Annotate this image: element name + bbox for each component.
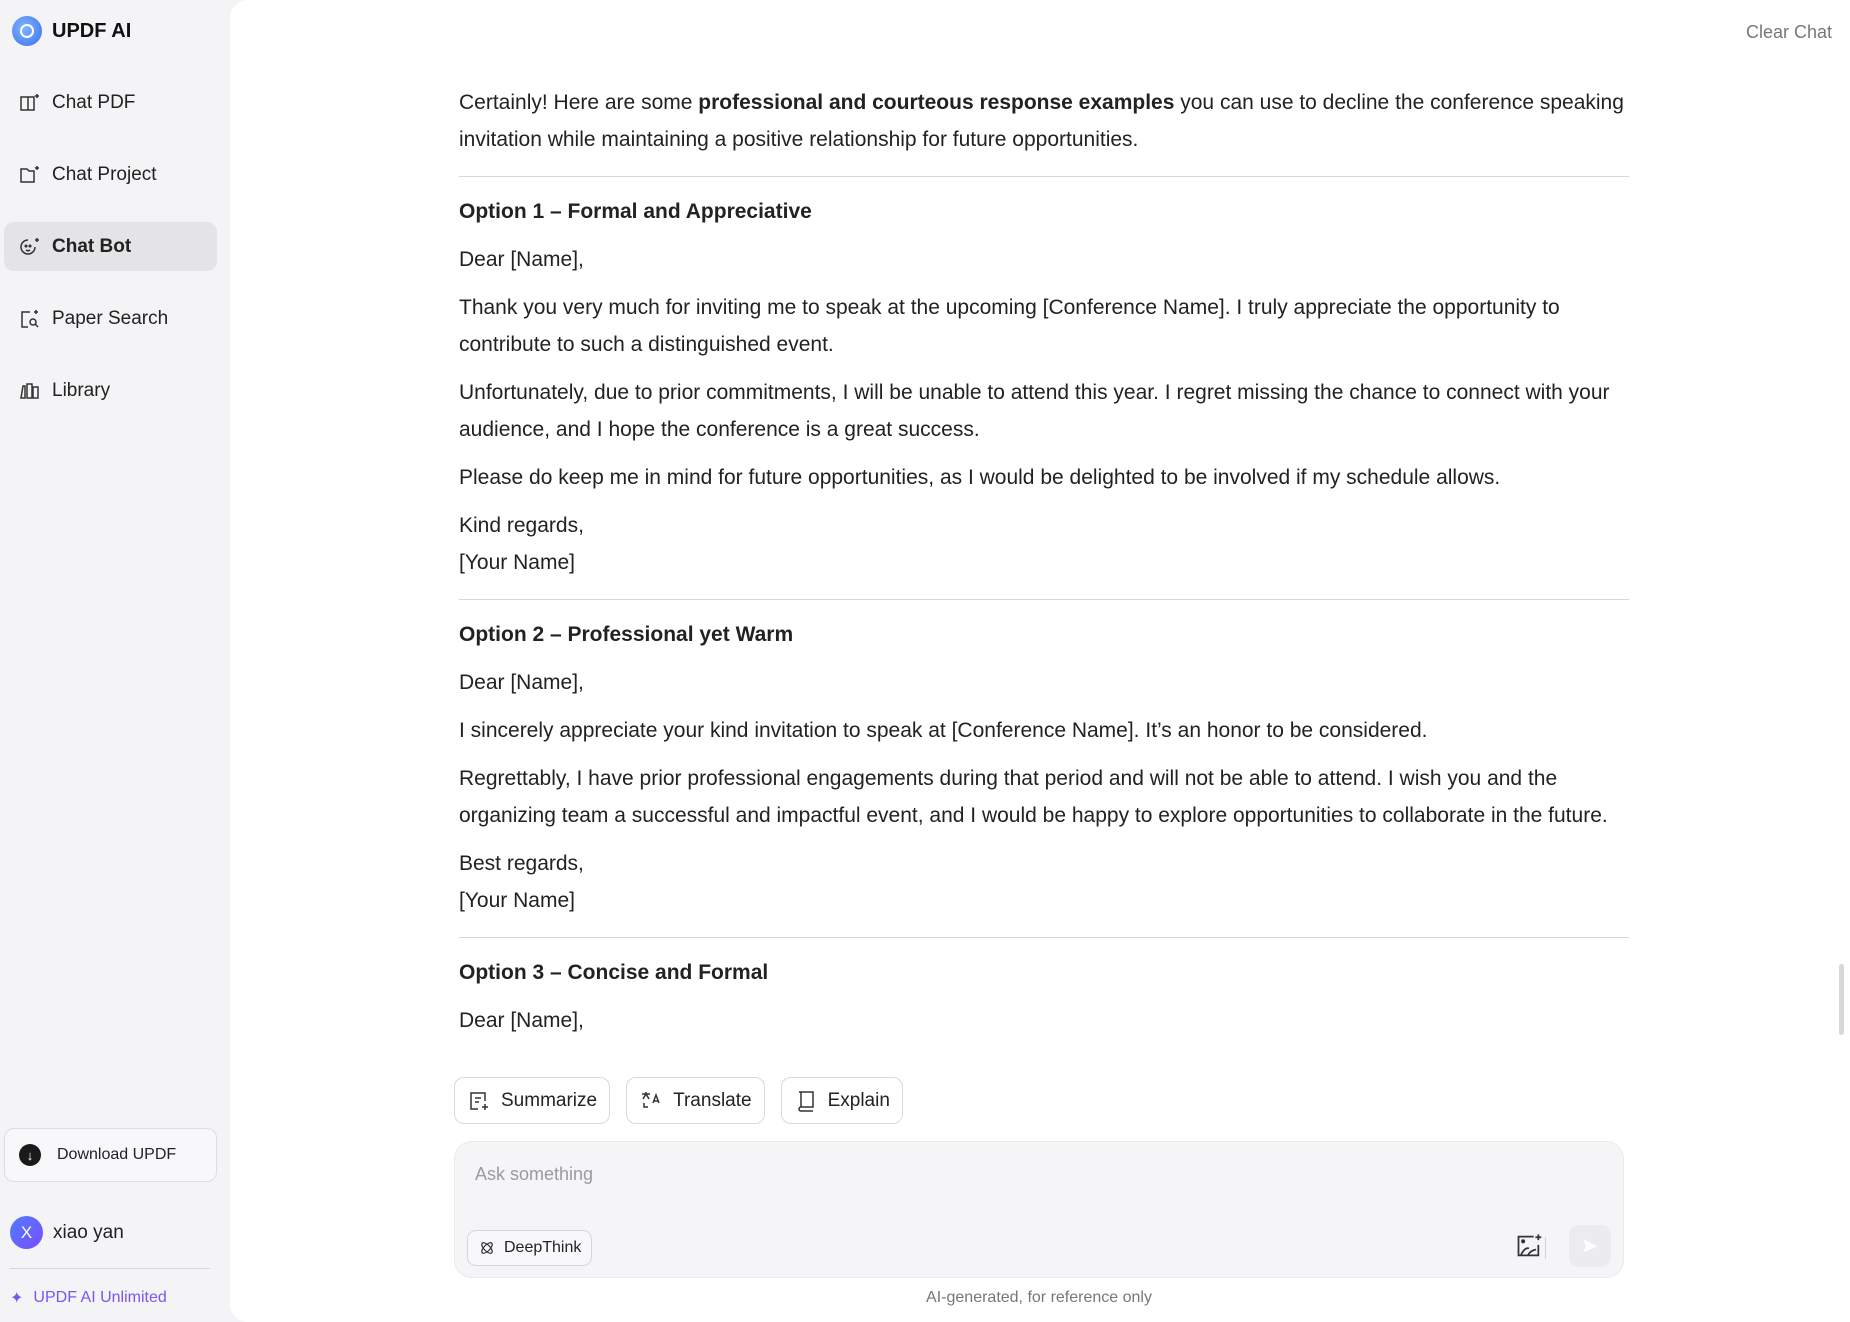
closing xyxy=(459,845,1629,919)
intro-text-end: you can use to decline the conference speaking invitation while maintaining a positive relationship for future opportunities. xyxy=(459,91,1624,151)
option-title: Option 1 – Formal and Appreciative xyxy=(459,200,812,223)
option-title: Option 3 – Concise and Formal xyxy=(459,961,769,984)
closing-text: Kind regards, xyxy=(459,514,584,537)
folder-sparkle-icon xyxy=(18,163,42,187)
translate-button[interactable] xyxy=(626,1077,765,1124)
assistant-message xyxy=(459,84,1629,1050)
sidebar-item-label: Chat PDF xyxy=(52,91,136,113)
sidebar-item-chat-pdf[interactable] xyxy=(4,78,217,127)
updf-logo-icon xyxy=(12,16,42,46)
sidebar-item-chat-project[interactable] xyxy=(4,150,217,199)
app-name: UPDF AI xyxy=(52,19,132,42)
signature: [Your Name] xyxy=(459,551,575,574)
divider xyxy=(459,937,1629,938)
plan-label: UPDF AI Unlimited xyxy=(33,1289,167,1306)
closing-text: Best regards, xyxy=(459,852,584,875)
closing xyxy=(459,507,1629,581)
user-profile[interactable] xyxy=(10,1216,124,1249)
greeting: Dear [Name], xyxy=(459,248,584,271)
library-icon xyxy=(18,379,42,403)
sidebar-item-chat-bot[interactable] xyxy=(4,222,217,271)
user-name: xiao yan xyxy=(53,1221,124,1243)
download-icon: ↓ xyxy=(19,1144,41,1166)
signature: [Your Name] xyxy=(459,889,575,912)
sidebar-item-label: Paper Search xyxy=(52,307,169,329)
disclaimer: AI-generated, for reference only xyxy=(926,1289,1152,1306)
send-button[interactable] xyxy=(1569,1225,1611,1267)
option-title: Option 2 – Professional yet Warm xyxy=(459,623,794,646)
greeting: Dear [Name], xyxy=(459,1009,584,1032)
image-upload-icon[interactable] xyxy=(1515,1232,1543,1260)
quick-actions xyxy=(454,1077,903,1124)
deepthink-toggle[interactable] xyxy=(467,1230,592,1266)
book-icon xyxy=(794,1089,818,1113)
paragraph: Regrettably, I have prior professional engagements during that period and will not be able to attend. I wish you and the organizing team a successful and impactful event, and I would be happy to explore opportunities to collaborate in the future. xyxy=(459,767,1608,827)
divider xyxy=(1545,1237,1546,1259)
divider xyxy=(459,599,1629,600)
sidebar-item-paper-search[interactable] xyxy=(4,294,217,343)
action-label: Explain xyxy=(827,1089,890,1111)
atom-icon xyxy=(478,1239,496,1257)
intro-paragraph xyxy=(459,84,1629,158)
translate-icon xyxy=(639,1089,663,1113)
divider xyxy=(459,176,1629,177)
intro-text: Certainly! Here are some xyxy=(459,91,699,114)
divider xyxy=(10,1268,210,1269)
paragraph: Please do keep me in mind for future opportunities, as I would be delighted to be involved if my schedule allows. xyxy=(459,466,1501,489)
paragraph: Thank you very much for inviting me to speak at the upcoming [Conference Name]. I truly appreciate the opportunity to contribute to such a distinguished event. xyxy=(459,296,1560,356)
action-label: Translate xyxy=(673,1089,752,1111)
chat-input[interactable] xyxy=(454,1141,1624,1278)
summarize-icon xyxy=(467,1089,491,1113)
summarize-button[interactable] xyxy=(454,1077,610,1124)
action-label: Summarize xyxy=(501,1089,598,1111)
book-sparkle-icon xyxy=(18,91,42,115)
download-label: Download UPDF xyxy=(57,1146,177,1163)
intro-bold: professional and courteous response examples xyxy=(698,91,1175,114)
paragraph: I sincerely appreciate your kind invitation to speak at [Conference Name]. It’s an honor to be considered. xyxy=(459,719,1428,742)
clear-chat-button[interactable]: Clear Chat xyxy=(1745,22,1832,42)
download-updf-button[interactable] xyxy=(4,1128,217,1182)
send-icon xyxy=(1580,1236,1600,1256)
upgrade-link[interactable] xyxy=(10,1288,167,1308)
brand xyxy=(12,16,131,46)
sidebar-item-label: Chat Project xyxy=(52,163,157,185)
avatar: X xyxy=(10,1216,43,1249)
scrollbar[interactable] xyxy=(1839,964,1844,1035)
greeting: Dear [Name], xyxy=(459,671,584,694)
deepthink-label: DeepThink xyxy=(504,1239,582,1256)
sidebar-item-label: Chat Bot xyxy=(52,235,132,257)
input-placeholder: Ask something xyxy=(475,1164,594,1184)
bot-face-icon xyxy=(18,235,42,259)
sidebar xyxy=(0,0,230,1322)
paper-search-icon xyxy=(18,307,42,331)
sparkle-icon: ✦ xyxy=(10,1290,24,1307)
chat-panel xyxy=(230,0,1850,1322)
sidebar-item-label: Library xyxy=(52,379,111,401)
sidebar-item-library[interactable] xyxy=(4,366,217,415)
paragraph: Unfortunately, due to prior commitments, I will be unable to attend this year. I regret missing the chance to connect with your audience, and I hope the conference is a great success. xyxy=(459,381,1610,441)
explain-button[interactable] xyxy=(781,1077,903,1124)
